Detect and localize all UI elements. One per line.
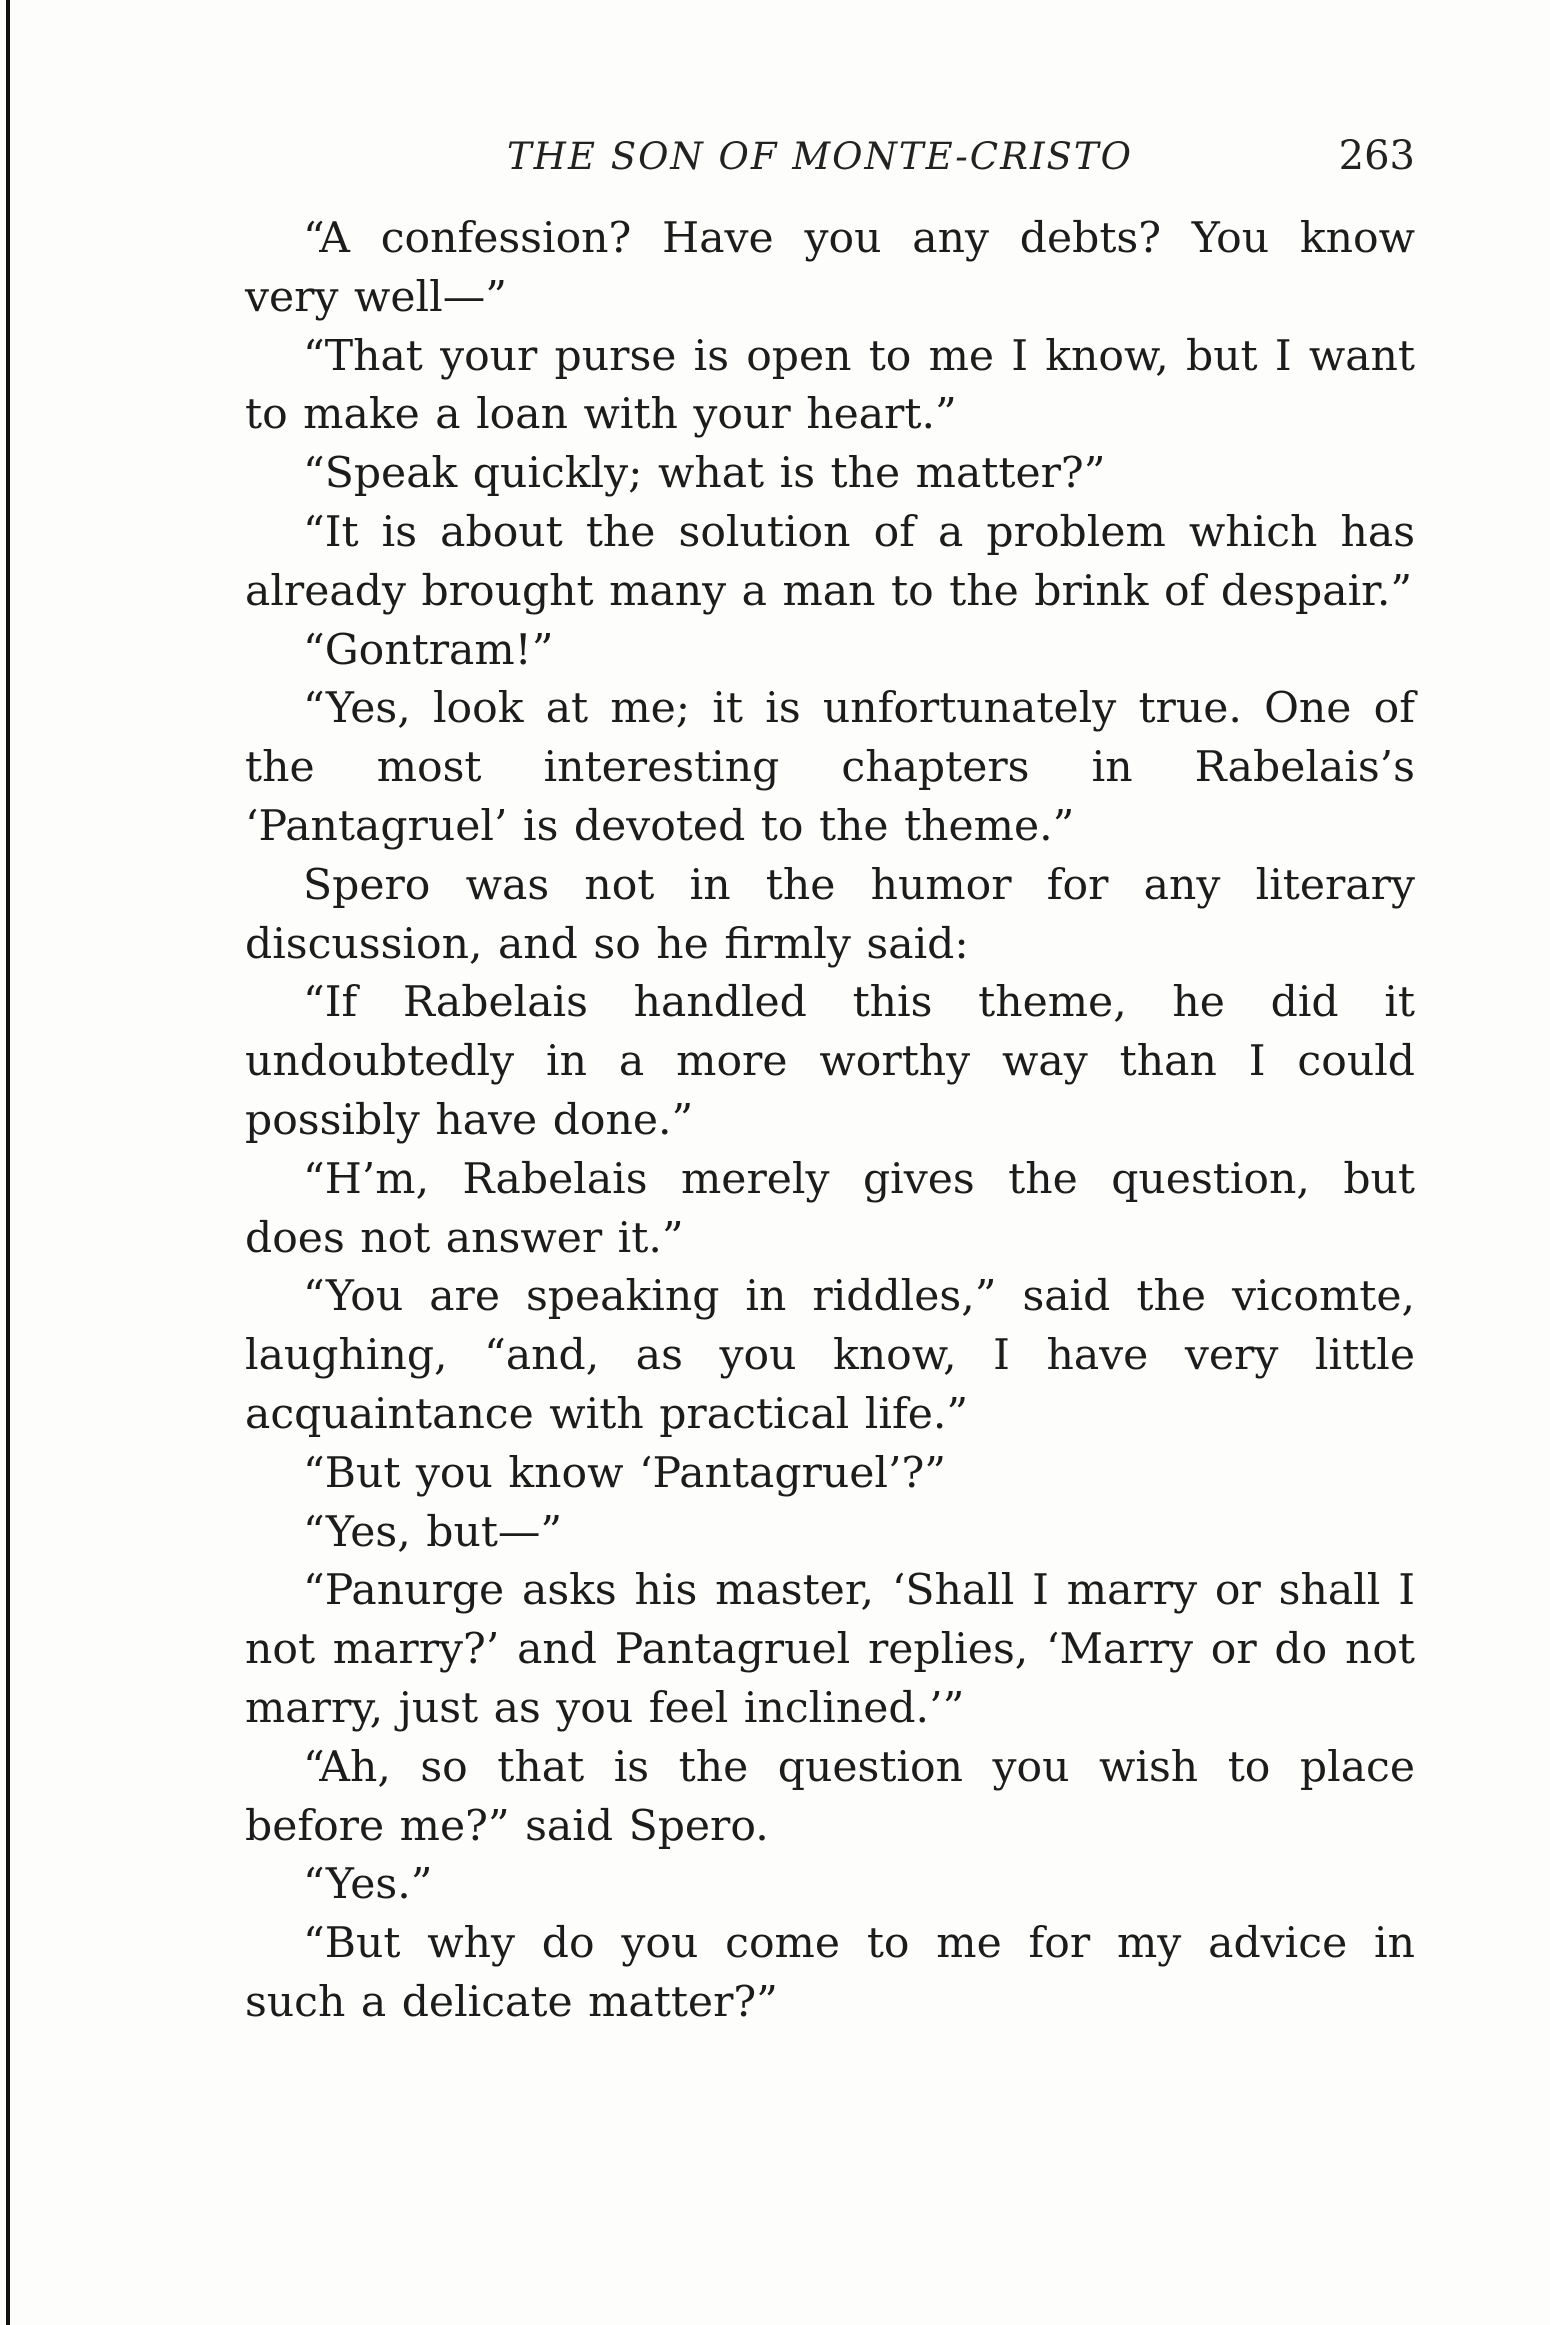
- paragraph: “It is about the solution of a problem which has already brought many a man to the brink of despair.”: [245, 507, 1415, 616]
- paragraph: “You are speaking in riddles,” said the vicomte, laughing, “and, as you know, I have very little acquaintance with practical life.”: [245, 1272, 1415, 1439]
- paragraph: “Yes, look at me; it is unfortunately true. One of the most interesting chapters in Rabelais’s ‘Pantagruel’ is devoted to the theme.”: [245, 684, 1415, 851]
- page-header: [245, 135, 1415, 195]
- paragraph: “A confession? Have you any debts? You know very well—”: [245, 214, 1415, 322]
- paragraph: “Gontram!”: [303, 625, 554, 675]
- paragraph: “Yes, but—”: [303, 1507, 563, 1557]
- paragraph: “That your purse is open to me I know, but I want to make a loan with your heart.”: [245, 331, 1415, 440]
- body-text: [245, 210, 1415, 2033]
- paragraph: “H’m, Rabelais merely gives the question, but does not answer it.”: [245, 1154, 1415, 1263]
- paragraph: “If Rabelais handled this theme, he did it undoubtedly in a more worthy way than I could possibly have done.”: [245, 978, 1415, 1145]
- paragraph: “But why do you come to me for my advice in such a delicate matter?”: [245, 1919, 1415, 2027]
- paragraph: “Yes.”: [303, 1860, 433, 1910]
- page-binding-edge: [6, 0, 10, 2325]
- paragraph: “Ah, so that is the question you wish to place before me?” said Spero.: [245, 1742, 1415, 1851]
- paragraph: “Panurge asks his master, ‘Shall I marry or shall I not marry?’ and Pantagruel replies, ‘Marry or do not marry, just as you feel inclined.’”: [245, 1566, 1415, 1733]
- paragraph: Spero was not in the humor for any literary discussion, and so he firmly said:: [245, 860, 1415, 969]
- paragraph: “But you know ‘Pantagruel’?”: [303, 1448, 946, 1498]
- page-number: 263: [1338, 133, 1415, 179]
- running-title: THE SON OF MONTE-CRISTO: [507, 135, 1133, 178]
- paragraph: “Speak quickly; what is the matter?”: [303, 449, 1106, 499]
